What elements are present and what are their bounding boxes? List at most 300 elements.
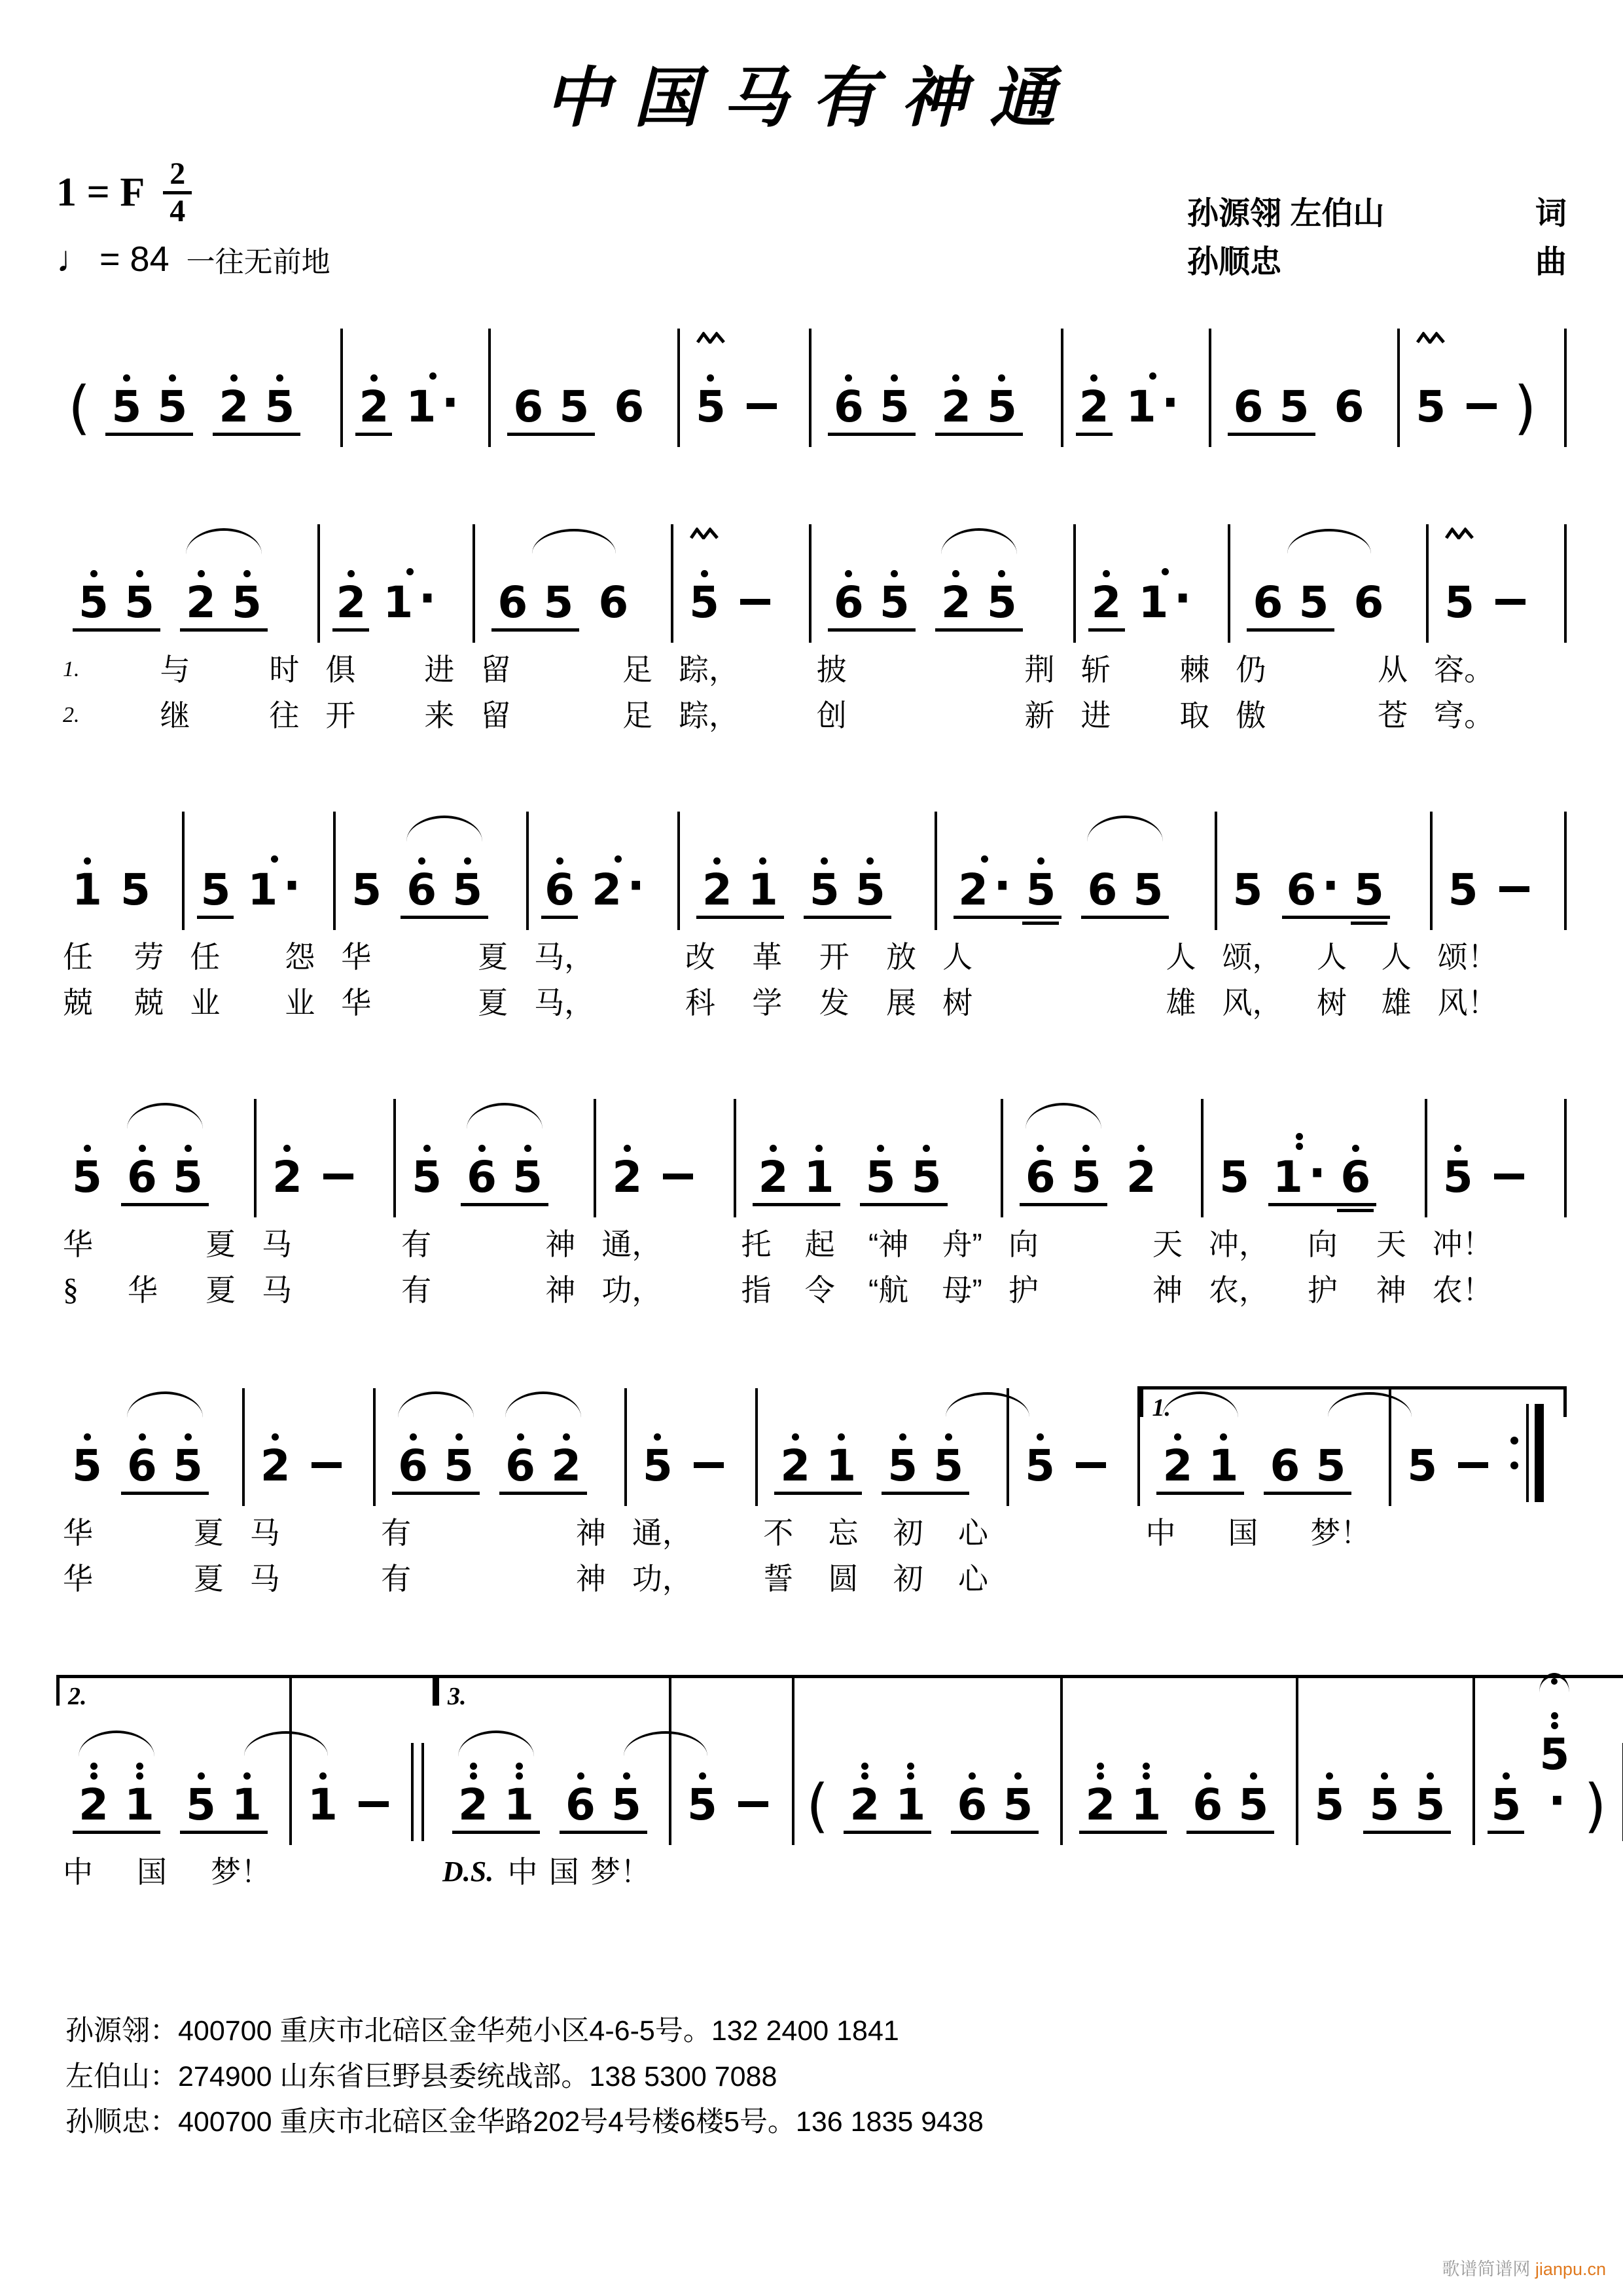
lyric-line — [63, 696, 299, 734]
octave-dot — [891, 374, 898, 382]
octave-dot — [1427, 1772, 1434, 1780]
octave-dots — [406, 554, 414, 577]
note — [1191, 1729, 1224, 1845]
underline-zone — [1314, 1490, 1347, 1506]
underline-zone — [1489, 1829, 1522, 1845]
measure-notes — [1218, 331, 1386, 447]
note-number: 5 — [72, 1152, 102, 1202]
lyric-syllable: 革 — [752, 940, 783, 974]
octave-dots — [877, 1131, 884, 1153]
measure — [672, 524, 810, 643]
watermark-site: 歌谱简谱网 — [1442, 2259, 1535, 2279]
held-note-dash — [663, 1174, 693, 1179]
note-number: 2 — [219, 382, 249, 432]
measure — [474, 524, 672, 643]
lyric-line — [480, 651, 652, 689]
beam-group — [751, 1101, 842, 1217]
note-ornament-zone — [550, 1390, 582, 1420]
lyric-syllable: 劳 — [134, 940, 164, 974]
octave-dots — [185, 1131, 192, 1153]
beam-group — [933, 331, 1025, 447]
note — [1339, 1101, 1372, 1217]
underline-zone — [1368, 1829, 1400, 1845]
measure-notes — [743, 1101, 989, 1217]
lyric-syllable: 发 — [819, 986, 849, 1020]
underline-zone — [357, 431, 390, 447]
underline-zone — [1139, 627, 1192, 643]
measure-notes — [687, 814, 923, 930]
octave-dots — [1037, 1131, 1044, 1153]
octave-dots — [84, 1131, 91, 1153]
lyric-syllable: 夏 — [205, 1227, 236, 1261]
note — [613, 331, 645, 447]
beam-group — [71, 1729, 162, 1845]
beam-group — [390, 1390, 482, 1506]
lyric-syllable: 天 — [1376, 1227, 1406, 1261]
note — [825, 1390, 857, 1506]
measure-notes — [1210, 1099, 1413, 1217]
octave-dot — [84, 1433, 91, 1441]
note — [1084, 1729, 1116, 1845]
eighth-underline — [1088, 628, 1125, 632]
octave-dot — [1296, 1143, 1303, 1150]
note-ornament-zone — [940, 526, 972, 556]
note — [986, 526, 1018, 643]
octave-dot — [623, 1772, 630, 1780]
underline-zone — [1191, 1829, 1224, 1845]
held-note-dash — [1499, 886, 1529, 892]
lyric-syllable: 人 — [942, 940, 973, 974]
trill-icon — [1416, 332, 1446, 347]
octave-dot — [624, 1145, 631, 1152]
octave-dots — [615, 842, 622, 864]
lyric-line — [341, 938, 508, 976]
note-ornament-zone — [1414, 331, 1447, 361]
underline-zone — [271, 1202, 304, 1217]
lyric-syllable: 舟” — [942, 1227, 982, 1261]
octave-dot — [1137, 1145, 1145, 1152]
lyric-cell — [936, 930, 1215, 976]
note — [610, 1729, 643, 1845]
note — [779, 1390, 812, 1506]
underline-zone — [406, 431, 459, 447]
note-ornament-zone — [247, 812, 300, 842]
note — [126, 1390, 158, 1506]
music-system-table — [56, 329, 1567, 447]
note-number: 5 — [120, 865, 151, 915]
note-ornament-zone — [406, 329, 459, 359]
measure — [1431, 812, 1565, 930]
underline-zone — [1353, 914, 1385, 930]
beam-group — [1361, 1729, 1453, 1845]
underline-zone — [558, 431, 590, 447]
octave-dots — [1204, 1759, 1211, 1781]
lyric-syllable: 忘 — [828, 1516, 859, 1550]
held-note-dash — [359, 1801, 389, 1807]
octave-dots — [1037, 1420, 1044, 1442]
beam-group — [71, 526, 162, 643]
lyric-syllable: 神 — [1152, 1273, 1183, 1307]
lyric-line — [679, 696, 791, 734]
octave-dot — [1037, 857, 1044, 865]
underline-zone — [986, 431, 1018, 447]
lyric-line — [1438, 938, 1546, 976]
lyric-cell — [735, 1217, 1002, 1263]
beam-group — [1079, 814, 1171, 930]
measure-notes — [801, 1729, 1048, 1845]
lyric-cell — [56, 1552, 243, 1598]
score-area — [56, 329, 1607, 1891]
lyric-syllable: 人 — [1317, 940, 1347, 974]
lyric-syllable: 起 — [804, 1227, 835, 1261]
octave-dot — [770, 1145, 777, 1152]
lyric-syllable: 业 — [285, 986, 315, 1020]
note-ornament-zone — [1218, 1101, 1251, 1131]
lyric-syllable: 取 — [1179, 698, 1210, 732]
lyric-cell — [474, 643, 672, 689]
octave-dots — [90, 1759, 98, 1781]
measure-notes — [764, 1390, 995, 1506]
lyric-cell — [334, 930, 527, 976]
octave-dot — [654, 1433, 661, 1441]
note-number: 5 — [1448, 865, 1478, 915]
note-ornament-zone — [77, 526, 110, 556]
lyric-syllable: 科 — [685, 986, 715, 1020]
note — [1086, 814, 1118, 930]
lyric-syllable: 初 — [893, 1562, 923, 1596]
underline-zone — [230, 627, 263, 643]
octave-dots — [84, 844, 91, 866]
measure — [595, 1099, 734, 1217]
measure-notes — [1016, 1390, 1126, 1506]
lyric-cell — [56, 930, 183, 976]
lyric-syllable: 披 — [816, 653, 847, 687]
note-number: 6 — [565, 1780, 596, 1830]
octave-dots — [139, 1420, 146, 1442]
octave-dot — [1097, 1763, 1104, 1770]
note-number: 5 — [809, 865, 840, 915]
song-title: 中国马有神通 — [544, 59, 1079, 136]
underline-zone — [865, 1202, 897, 1217]
octave-dots — [759, 844, 766, 866]
lyric-cell — [1426, 1263, 1565, 1309]
measure-notes — [535, 812, 666, 930]
note-number: 5 — [173, 1152, 203, 1202]
measure — [936, 812, 1215, 930]
lyrics-row-verse2 — [56, 976, 1565, 1022]
underline-zone — [958, 914, 1011, 930]
note-ornament-zone — [1443, 526, 1476, 556]
note-ornament-zone — [848, 1729, 881, 1759]
note-number: 5 — [611, 1780, 641, 1830]
note — [119, 814, 152, 930]
trill-icon — [689, 528, 719, 539]
volta-label: 3. — [448, 1683, 467, 1710]
note — [71, 1390, 103, 1506]
note-number: 5 — [1444, 577, 1475, 628]
lyric-line — [632, 1560, 737, 1598]
lyric-syllable: 与 — [160, 653, 190, 687]
lyric-line — [1434, 651, 1546, 689]
octave-dots — [815, 1131, 823, 1153]
note — [1287, 812, 1340, 930]
octave-dots — [891, 361, 898, 383]
measure — [757, 1388, 1008, 1507]
lyric-syllable: 放 — [886, 940, 917, 974]
octave-dots — [139, 1131, 146, 1153]
beam-group — [826, 526, 918, 643]
music-system-2 — [56, 524, 1567, 734]
note — [512, 331, 544, 447]
note-number: 5 — [865, 1152, 896, 1202]
note — [511, 1101, 544, 1217]
note-number: 5 — [1279, 382, 1310, 432]
note-number: 5 — [642, 1441, 673, 1491]
lyric-line — [325, 651, 454, 689]
measure — [56, 524, 319, 643]
octave-dot — [707, 374, 714, 382]
octave-dot — [1381, 1772, 1388, 1780]
lyric-syllable: “航 — [868, 1273, 909, 1307]
underline-zone — [217, 431, 250, 447]
octave-dot — [713, 857, 721, 865]
note-number: 6 — [1233, 382, 1264, 432]
beam-group — [933, 526, 1025, 643]
lyric-cell — [936, 976, 1215, 1022]
lyric-cell — [243, 1506, 374, 1552]
octave-dots — [556, 844, 563, 866]
lyric-cell — [595, 1263, 734, 1309]
lyric-syllable: 梦！ — [1310, 1516, 1371, 1550]
measure-notes — [687, 331, 797, 447]
lyric-line — [1222, 938, 1412, 976]
underline-zone — [185, 1829, 217, 1845]
measure-notes — [382, 1390, 613, 1506]
lyric-line — [1209, 1271, 1406, 1309]
repeat-barline — [1510, 1404, 1544, 1502]
note — [1333, 331, 1366, 447]
note — [701, 814, 734, 930]
lyric-cell — [1002, 1263, 1202, 1309]
note-ornament-zone — [1207, 1390, 1240, 1420]
lyric-syllable: 不 — [763, 1516, 794, 1550]
sixteenth-underline — [1351, 922, 1387, 925]
note-ornament-zone — [263, 331, 296, 361]
underline-zone — [610, 1829, 643, 1845]
note — [910, 1101, 943, 1217]
lyric-cell — [243, 1552, 374, 1598]
measure — [334, 812, 527, 930]
octave-dots — [821, 844, 828, 866]
octave-dots — [169, 361, 176, 383]
lyric-line — [190, 938, 315, 976]
lyric-syllable: 有 — [401, 1227, 432, 1261]
octave-dots — [185, 1420, 192, 1442]
note-ornament-zone — [185, 1729, 217, 1759]
note — [878, 526, 911, 643]
lyric-syllable: 树 — [1317, 986, 1347, 1020]
octave-dot — [243, 570, 251, 577]
note — [259, 1390, 292, 1506]
octave-dot — [243, 1772, 251, 1780]
lyric-line — [262, 1225, 375, 1263]
note-number: 5 — [232, 577, 262, 628]
octave-dot — [792, 1433, 799, 1441]
beam-group — [842, 1729, 933, 1845]
underline-zone — [832, 431, 865, 447]
underline-zone — [247, 914, 300, 930]
octave-dots — [455, 1420, 463, 1442]
note-number: 6 — [406, 865, 437, 915]
underline-zone — [334, 627, 367, 643]
eighth-underline — [197, 916, 234, 919]
measure-notes — [1305, 1729, 1461, 1845]
measure — [56, 329, 342, 447]
underline-zone — [1024, 914, 1057, 930]
lyric-cell — [527, 930, 679, 976]
underline-zone — [71, 1202, 103, 1217]
underline-zone — [955, 1829, 988, 1845]
underline-zone — [1313, 1829, 1346, 1845]
octave-dot — [136, 1772, 143, 1780]
beam-group — [119, 1390, 211, 1506]
underline-zone — [1406, 1490, 1438, 1506]
parenthesis: ( — [68, 374, 91, 441]
octave-dots — [1174, 1420, 1181, 1442]
underline-zone — [126, 1490, 158, 1506]
measure — [1202, 1099, 1426, 1217]
lyric-syllable: 华 — [63, 1516, 93, 1550]
note — [1130, 1729, 1162, 1845]
underline-zone — [694, 431, 727, 447]
music-system-table — [56, 1386, 1567, 1598]
measure — [1426, 1099, 1565, 1217]
lyric-cell — [255, 1263, 395, 1309]
contact-info — [65, 2009, 1567, 2145]
octave-dot — [1037, 1145, 1044, 1152]
lyric-syllable: 护 — [1008, 1273, 1039, 1307]
note-number: 2 — [849, 1780, 880, 1830]
note-ornament-zone — [1232, 331, 1265, 361]
note-ornament-zone — [1132, 814, 1164, 844]
measure-notes — [1224, 812, 1418, 930]
note — [1273, 1099, 1326, 1217]
notes-row — [56, 1388, 1567, 1507]
note-number: 5 — [512, 1152, 543, 1202]
note-ornament-zone — [1273, 1099, 1326, 1129]
lyric-cell — [626, 1506, 757, 1552]
note-ornament-zone — [1353, 814, 1385, 844]
note — [1001, 1729, 1034, 1845]
note — [1353, 814, 1385, 930]
note-number: 2 — [612, 1152, 643, 1202]
lyric-syllable: 农！ — [1432, 1273, 1493, 1307]
note-number: 2 — [780, 1441, 811, 1491]
measure-notes — [1010, 1101, 1189, 1217]
note — [1442, 1101, 1474, 1217]
underline-zone — [1414, 431, 1447, 447]
note-number: 6 — [1253, 577, 1283, 628]
lyric-line — [685, 984, 916, 1022]
lyric-syllable: 马 — [261, 1227, 292, 1261]
octave-dots — [891, 556, 898, 579]
note — [1024, 1390, 1056, 1506]
underline-zone — [457, 1829, 490, 1845]
note — [1314, 1390, 1347, 1506]
note — [1352, 526, 1385, 643]
note — [123, 526, 156, 643]
lyric-cell — [810, 689, 1075, 734]
octave-dot — [1097, 1772, 1104, 1780]
note — [1024, 1101, 1057, 1217]
note — [986, 331, 1018, 447]
volta-label: 1. — [1152, 1394, 1171, 1422]
underline-zone — [592, 914, 645, 930]
octave-dot — [1149, 372, 1156, 380]
note-ornament-zone — [832, 331, 865, 361]
note — [955, 1729, 988, 1845]
octave-dots — [272, 1420, 279, 1442]
eighth-underline — [355, 433, 392, 436]
note-ornament-zone — [503, 1729, 535, 1759]
underline-zone — [878, 627, 911, 643]
measure-notes — [680, 526, 797, 643]
lyric-syllable: 进 — [1080, 698, 1111, 732]
underline-zone — [1070, 1202, 1103, 1217]
octave-dot — [517, 1433, 524, 1441]
measure — [670, 1677, 793, 1846]
note — [558, 331, 590, 447]
measure — [626, 1388, 757, 1507]
measure — [1139, 1388, 1390, 1507]
notes-row — [56, 524, 1565, 643]
augmentation-dot: · — [627, 858, 645, 913]
underline-zone — [542, 627, 575, 643]
held-note-dash — [1458, 1462, 1488, 1468]
music-system-table — [56, 1675, 1623, 1891]
beam-group — [1077, 1729, 1169, 1845]
note-ornament-zone — [986, 331, 1018, 361]
beam-group — [399, 814, 490, 930]
lyric-syllable: 来 — [424, 698, 455, 732]
note — [1268, 1390, 1301, 1506]
octave-dots — [699, 1759, 706, 1781]
note-ornament-zone — [71, 1101, 103, 1131]
lyric-line — [1236, 651, 1408, 689]
lyric-cell — [735, 1263, 1002, 1309]
underline-zone — [1538, 1829, 1571, 1845]
octave-dot — [998, 570, 1005, 577]
beam-group — [211, 331, 302, 447]
underline-zone — [832, 627, 865, 643]
lyric-line — [1433, 1225, 1546, 1263]
note — [171, 1390, 204, 1506]
note-number: 5 — [1025, 1441, 1055, 1491]
note — [185, 1729, 217, 1845]
measure-notes — [818, 526, 1061, 643]
octave-dot — [1220, 1433, 1227, 1441]
beam-group — [802, 814, 893, 930]
underline-zone — [1024, 1202, 1057, 1217]
lyric-line — [741, 1271, 982, 1309]
note-number: 5 — [452, 865, 483, 915]
note — [185, 526, 217, 643]
lyric-syllable: 国 — [137, 1855, 167, 1889]
octave-dot — [1503, 1772, 1510, 1780]
underline-zone — [1084, 1829, 1116, 1845]
note-ornament-zone — [1161, 1390, 1194, 1420]
underline-zone — [550, 1490, 582, 1506]
